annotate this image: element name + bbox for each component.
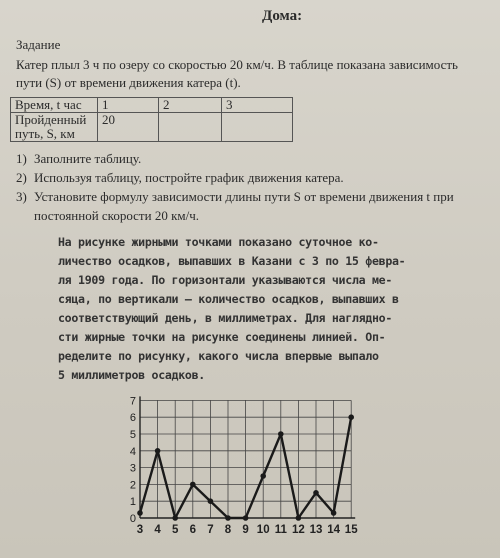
problem-text [58,233,442,385]
task-line: Катер плыл 3 ч по озеру со скоростью 20 км/ч. В таблице показана зависимость [16,57,458,72]
task-label: Задание [16,37,61,52]
data-point [208,498,214,504]
table-cell [222,113,293,142]
question-number: 3) [16,189,27,204]
y-tick-label: 4 [129,445,136,458]
x-tick-label: 15 [344,524,358,536]
question-item [16,187,500,225]
data-point [172,515,178,521]
data-point [348,414,354,420]
table-cell [11,113,98,142]
x-tick-label: 13 [309,524,323,536]
x-tick-label: 7 [207,524,214,536]
data-point [260,473,266,479]
y-tick-label: 5 [129,429,136,441]
table-row [11,98,293,113]
x-tick-label: 11 [274,524,287,536]
x-tick-label: 4 [154,524,161,536]
x-tick-label: 3 [136,524,144,536]
table-cell: 20 [98,113,159,142]
x-tick-label: 6 [189,524,197,536]
task-text [16,56,500,92]
problem-line: соответствующий день, в миллиметрах. Для нагляднo- [58,311,393,325]
y-tick-label: 0 [129,513,136,525]
question-text: Заполните таблицу. [34,151,142,166]
problem-line: сяца, по вертикали — количество осадков, выпавших в [58,292,399,306]
page-heading: Дома: [262,8,303,24]
y-tick-label: 7 [129,395,136,408]
problem-line: На рисунке жирными точками показано суточное ко- [58,235,379,249]
table-cell: 1 [98,98,159,113]
task-line: пути (S) от времени движения катера (t). [16,75,241,90]
table-cell [159,113,222,142]
y-tick-label: 2 [129,479,136,492]
problem-line: ля 1909 года. По горизонтали указываются числа ме- [58,273,393,287]
x-tick-label: 8 [224,524,232,536]
table-cell: 2 [159,98,222,113]
precipitation-chart [118,388,368,548]
problem-line: ределите по рисунку, какого числа впервые выпало [58,349,379,363]
problem-line: личество осадков, выпавших в Казани с 3 по 15 февра- [58,254,406,268]
data-point [155,448,161,454]
y-tick-label: 6 [129,412,136,425]
table-cell: Время, t час [11,98,98,113]
problem-line: сти жирные точки на рисунке соединены линией. Оп- [58,330,386,344]
data-point [278,431,284,437]
x-tick-label: 10 [256,524,270,536]
x-tick-label: 12 [292,524,305,536]
cell-line: Пройденный [15,112,87,127]
question-text: постоянной скорости 20 км/ч. [34,208,200,223]
data-point [313,490,319,496]
x-tick-label: 5 [171,524,179,536]
question-item [16,149,500,168]
x-tick-label: 14 [327,524,340,536]
data-point [331,510,337,516]
question-text: Используя таблицу, постройте график движения катера. [34,170,344,185]
data-point [137,510,143,516]
data-point [243,515,249,521]
question-item [16,168,500,187]
x-tick-label: 9 [242,524,249,536]
question-list [16,149,500,225]
data-table [10,97,293,142]
question-number: 2) [16,170,27,185]
cell-line: путь, S, км [15,126,75,141]
data-point [225,515,231,521]
data-point [190,482,196,488]
problem-line: 5 миллиметров осадков. [58,368,205,382]
table-row [11,113,293,142]
y-tick-label: 1 [129,496,136,509]
question-text: Установите формулу зависимости длины пути S от времени движения t при [34,189,454,204]
data-point [296,515,302,521]
table-cell: 3 [222,98,293,113]
y-tick-label: 3 [129,462,136,475]
question-number: 1) [16,151,27,166]
